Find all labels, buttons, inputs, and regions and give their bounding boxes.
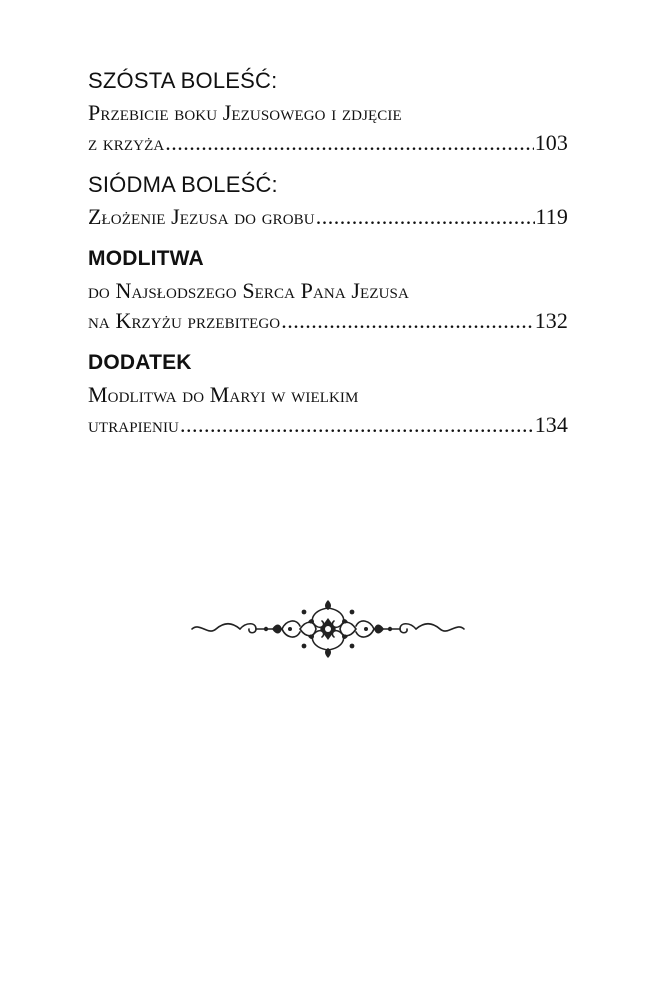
toc-heading: MODLITWA [88,247,204,270]
dot-leader [180,410,534,440]
toc-leader-line [88,128,568,158]
page-number: 134 [534,412,568,437]
dot-leader [165,128,533,158]
toc-heading: SIÓDMA BOLEŚĆ: [88,172,278,197]
toc-subtitle-line: utrapieniu [88,412,179,437]
toc-subtitle-line: na Krzyżu przebitego [88,308,281,333]
toc-subtitle-line: Złożenie Jezusa do grobu [88,204,315,229]
dot-leader [281,306,533,336]
table-of-contents [88,68,568,440]
dot-leader [316,202,535,232]
floral-scroll-divider-icon [190,598,466,660]
toc-leader-line [88,202,568,232]
toc-subtitle-line: do Najsłodszego Serca Pana Jezusa [88,278,409,303]
page-number: 119 [535,204,568,229]
page-number: 103 [534,130,568,155]
toc-entry-modlitwa [88,246,568,336]
toc-entry-szosta-bolesc [88,68,568,158]
toc-entry-dodatek [88,350,568,440]
toc-heading: DODATEK [88,351,192,374]
page-number: 132 [534,308,568,333]
toc-heading: SZÓSTA BOLEŚĆ: [88,68,278,93]
toc-leader-line [88,410,568,440]
toc-leader-line [88,306,568,336]
toc-subtitle-line: z krzyża [88,130,165,155]
toc-subtitle-line: Modlitwa do Maryi w wielkim [88,382,359,407]
toc-entry-siodma-bolesc [88,172,568,232]
toc-subtitle-line: Przebicie boku Jezusowego i zdjęcie [88,100,402,125]
